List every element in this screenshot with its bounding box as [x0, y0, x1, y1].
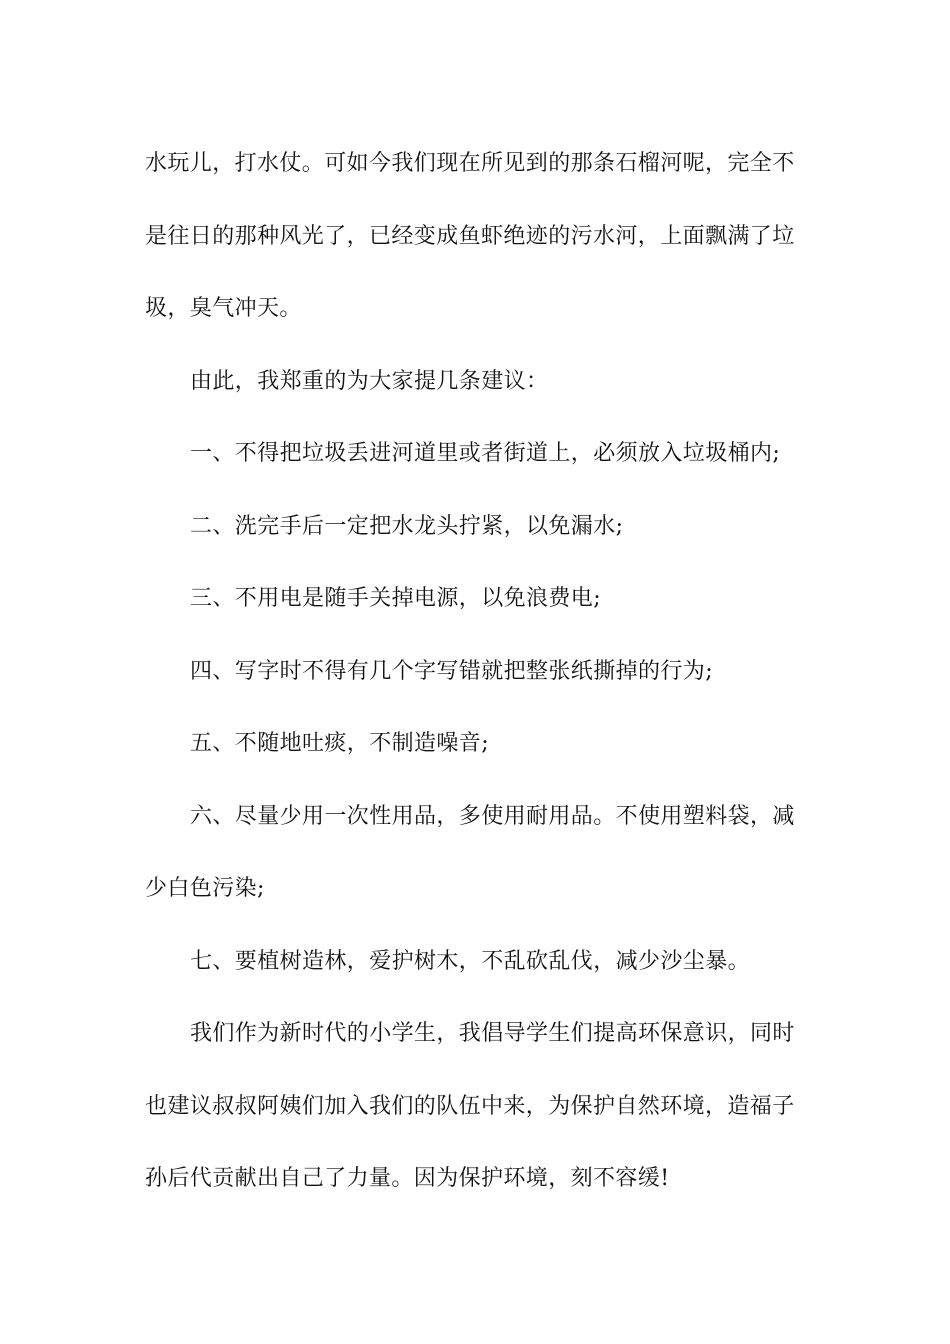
- text-line: 水玩儿，打水仗。可如今我们现在所见到的那条石榴河呢，完全不: [145, 151, 795, 176]
- suggestion-1: 一、不得把垃圾丢进河道里或者街道上，必须放入垃圾桶内;: [190, 441, 781, 466]
- suggestion-7: 七、要植树造林，爱护树木，不乱砍乱伐，减少沙尘暴。: [190, 948, 751, 974]
- document-body: [145, 128, 807, 1216]
- text-line: 我们作为新时代的小学生，我倡导学生们提高环保意识，同时: [190, 1021, 795, 1046]
- suggestion-6: 六、尽量少用一次性用品，多使用耐用品。不使用塑料袋，减: [190, 803, 795, 829]
- text-line: 少白色污染;: [145, 876, 265, 901]
- text-line: 是往日的那种风光了，已经变成鱼虾绝迹的污水河，上面飘满了垃: [145, 223, 795, 249]
- text-line: 圾，臭气冲天。: [145, 296, 302, 321]
- suggestion-2: 二、洗完手后一定把水龙头拧紧，以免漏水;: [190, 513, 624, 539]
- suggestion-4: 四、写字时不得有几个字写错就把整张纸撕掉的行为;: [190, 658, 714, 684]
- text-line: 由此，我郑重的为大家提几条建议：: [190, 368, 549, 394]
- suggestion-5: 五、不随地吐痰，不制造噪音;: [190, 731, 490, 756]
- text-line: 也建议叔叔阿姨们加入我们的队伍中来，为保护自然环境，造福子: [145, 1093, 795, 1119]
- suggestion-3: 三、不用电是随手关掉电源，以免浪费电;: [190, 586, 602, 611]
- text-line: 孙后代贡献出自己了力量。因为保护环境，刻不容缓!: [145, 1166, 670, 1191]
